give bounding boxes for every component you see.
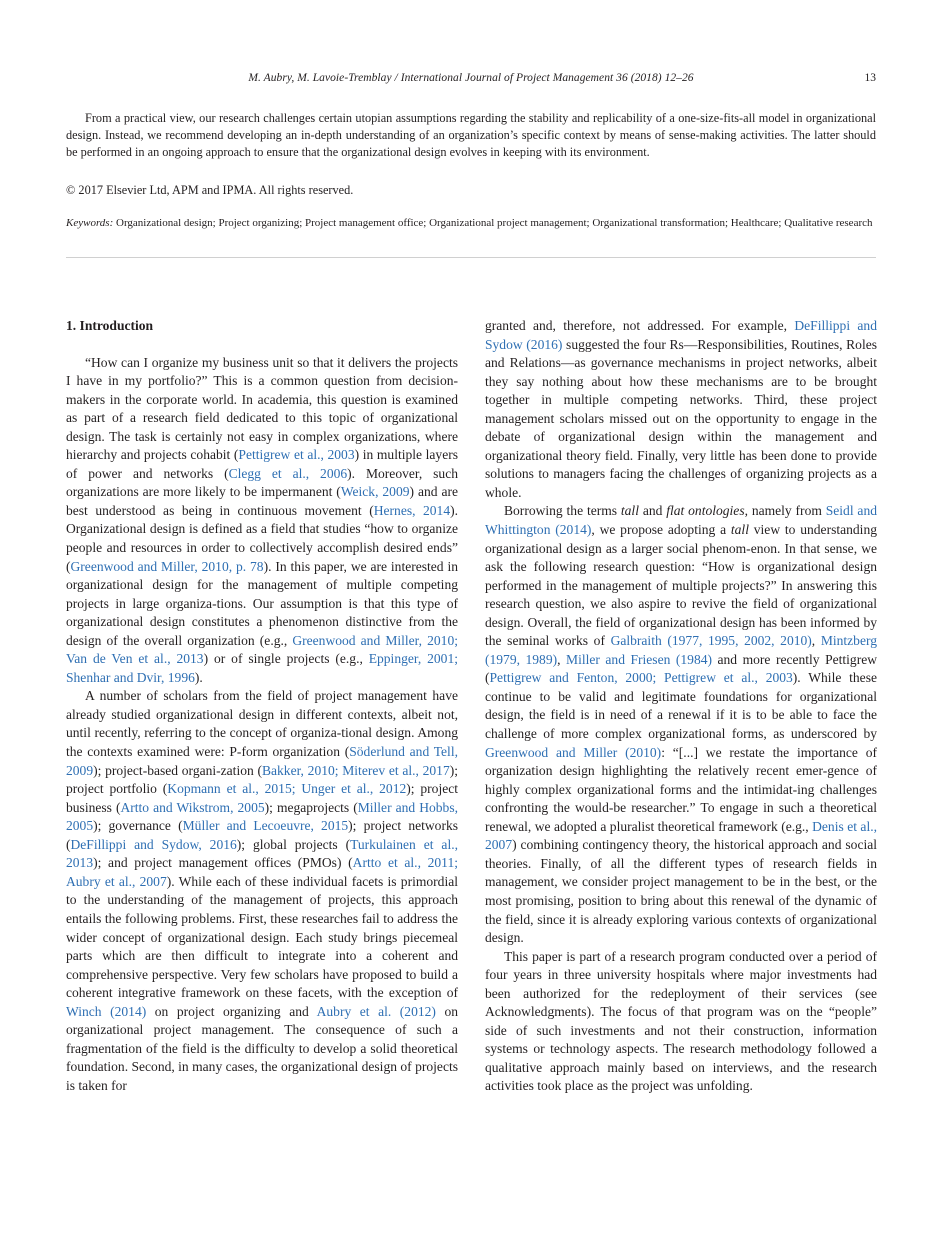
keywords-list: Organizational design; Project organizing; Project management office; Organizational project management; Organizational transformation; Healthcare; Qualitative research [113, 217, 873, 229]
section-divider [66, 257, 876, 258]
paragraph-text: ); project-based organi-zation ( [93, 762, 262, 778]
paragraph-text: ) combining contingency theory, the historical approach and social theories. Finally, of all the different types of research fields in management, we consider project management to be in the best, or the most promising, position to bring about this renewal of the dynamic of the field, since it is already exploring various contexts of organizational design. [485, 837, 877, 946]
paragraph-text: ). [194, 669, 203, 685]
paragraph-text: , namely from [744, 503, 826, 519]
paragraph-text: ). Organizational design is defined as a field that studies “how to organize people and resources in order to collectively accomplish desired ends” ( [66, 502, 459, 574]
paragraph-text: view to understanding organizational design as a larger social phenom-enon. In that sense, we ask the following research question: “How is organizational design performed in the management of multiple projects?” In answering this research question, we also aspire to revive the field of organizational design. Overall, the field of organizational design has been informed by the seminal works of [485, 522, 877, 649]
citation-link[interactable]: Greenwood and Miller, 2010; Van de Ven et al., 2013 [66, 632, 458, 667]
citation-link[interactable]: Eppinger, 2001; Shenhar and Dvir, 1996 [66, 651, 458, 685]
citation-link[interactable]: Greenwood and Miller, 2010, p. 78 [70, 558, 264, 574]
citation-link[interactable]: Pettigrew and Fenton, 2000; Pettigrew et al., 2003 [489, 670, 793, 686]
abstract-paragraph: From a practical view, our research challenges certain utopian assumptions regarding the stability and replicability of a one-size-fits-all model in organizational design. Instead, we recommend developing an in-depth understanding of an organization’s specific context by means of sense-making activities. The latter should be performed in an ongoing approach to ensure that the organizational design evolves in keeping with its environment. [66, 111, 876, 160]
copyright-notice: © 2017 Elsevier Ltd, APM and IPMA. All rights reserved. [66, 183, 354, 197]
citation-link[interactable]: Kopmann et al., 2015; Unger et al., 2012 [167, 781, 407, 797]
paragraph-text: ); global projects ( [236, 836, 351, 852]
paragraph-text: ); project networks ( [66, 818, 459, 852]
citation-link[interactable]: Aubry et al. (2012) [316, 1003, 436, 1019]
citation-link[interactable]: Seidl and Whittington (2014) [485, 503, 877, 538]
paragraph-text: ); and project management offices (PMOs) ( [93, 855, 353, 871]
keywords-block [66, 216, 876, 232]
citation-link[interactable]: Mintzberg (1979, 1989) [485, 633, 877, 667]
paragraph-text: granted and, therefore, not addressed. For example, [485, 318, 795, 333]
right-column [485, 317, 877, 1096]
paragraph-text: Borrowing the terms [504, 503, 621, 519]
keywords-label: Keywords: [66, 217, 114, 229]
paragraph-text: on organizational project management. The consequence of such a fragmentation of the field is the difficulty to develop a solid theoretical foundation. Second, in many cases, the organizational design of projects is taken for [66, 1003, 458, 1093]
citation-link[interactable]: DeFillippi and Sydow, 2016 [70, 836, 237, 852]
paragraph [485, 948, 877, 1096]
paragraph-text: ) and are best understood as being in continuous movement ( [66, 484, 458, 518]
citation-link[interactable]: Bakker, 2010; Miterev et al., 2017 [261, 762, 450, 778]
citation-link[interactable]: Weick, 2009 [340, 484, 410, 500]
citation-link[interactable]: Miller and Hobbs, 2005 [66, 799, 458, 834]
citation-link[interactable]: Galbraith (1977, 1995, 2002, 2010) [610, 633, 812, 649]
citation-link[interactable]: Pettigrew et al., 2003 [238, 447, 355, 463]
citation-link[interactable]: Artto et al., 2011; Aubry et al., 2007 [66, 855, 458, 889]
emphasis-text: tall [620, 503, 639, 519]
paragraph-text: , [811, 633, 821, 649]
paragraph-text: ); project business ( [66, 781, 459, 815]
paragraph-text: and more recently Pettigrew ( [485, 651, 878, 686]
citation-link[interactable]: Clegg et al., 2006 [228, 465, 348, 481]
paragraph [66, 687, 458, 1095]
section-heading: 1. Introduction [66, 318, 154, 333]
paragraph-text: and [638, 503, 667, 519]
running-header [66, 72, 876, 90]
citation-link[interactable]: Denis et al., 2007 [485, 818, 877, 853]
citation-link[interactable]: DeFillippi and Sydow (2016) [485, 318, 877, 352]
paragraph-text: suggested the four Rs—Responsibilities, Routines, Roles and Relations—as governance mechanisms in project networks, albeit they say nothing about how these mechanisms are to be brought together in multiple competing networks. Third, these project management scholars missed out on the opportunity to engage in the debate of organizational design within the management and organizational theory field. Finally, very little has been done to provide solutions to managers facing the challenges of organizing projects as a whole. [485, 336, 878, 500]
citation-link[interactable]: Hernes, 2014 [373, 502, 451, 518]
paragraph-text: ). Moreover, such organizations are more likely to be impermanent ( [66, 465, 458, 500]
paragraph-text: , we propose adopting a [591, 522, 731, 538]
paragraph-text: “How can I organize my business unit so that it delivers the projects I have in my portfolio?” This is a common question from decision-makers in the corporate world. In academia, this question is examined as part of a research field dedicated to this topic of organizational design. The task is certainly not easy in complex organizations, where hierarchy and projects cohabit ( [66, 354, 458, 463]
paragraph-text: : “[...] we restate the importance of organization design highlighting the relatively recent emer-gence of highly complex organizational forms and the intimidat-ing challenges confronting the would-be researcher.” To engage in such a theoretical renewal, we adopted a pluralist theoretical framework (e.g., [485, 744, 877, 834]
paragraph-text: This paper is part of a research program conducted over a period of four years in three university hospitals where major investments had been authorized for the redeployment of their services (see Acknowledgments). The focus of that program was on the “people” side of such investments and not their construction, information systems or technology aspects. The research methodology followed a qualitative approach mainly based on interviews, and the research activities took place as the project was unfolding. [485, 948, 877, 1094]
paragraph-text: ). While these continue to be valid and legitimate foundations for organizational design, the field is in need of a renewal if it is to be able to face the challenge of more complex organizational forms, as underscored by [485, 670, 877, 742]
paragraph-text: ) in multiple layers of power and networks ( [66, 447, 458, 481]
citation-link[interactable]: Turkulainen et al., 2013 [66, 836, 458, 871]
paragraph-text: ); project portfolio ( [66, 762, 458, 797]
emphasis-text: flat ontologies [666, 503, 745, 519]
left-column [66, 317, 458, 1095]
paragraph [66, 354, 458, 688]
paragraph-text: A number of scholars from the field of project management have already studied organizational design in different contexts, albeit not, until recently, referring to the concept of organiza-tional design. Among the contexts examined were: P-form organization ( [66, 688, 458, 760]
citation-link[interactable]: Winch (2014) [66, 1003, 147, 1019]
citation-link[interactable]: Greenwood and Miller (2010) [485, 744, 662, 760]
paragraph-text: , [557, 651, 567, 667]
paragraph [485, 502, 877, 947]
paragraph-text: ). While each of these individual facets is primordial to the understanding of the management of projects, this approach entails the following problems. First, these researches fail to address the wider concept of organizational design. Each study brings piecemeal parts which are then difficult to integrate into a coherent and comprehensive perspective. Very few scholars have proposed to build a coherent integrative framework on these facets, with the exception of [66, 873, 458, 1001]
citation-link[interactable]: Artto and Wikstrom, 2005 [120, 799, 265, 815]
paragraph-text: ). In this paper, we are interested in organizational design for the management of multiple competing projects in large organiza-tions. Our assumption is that this type of organizational design constitutes a phenomenon distinctive from the design of the overall organization (e.g., [66, 558, 458, 648]
emphasis-text: tall [730, 522, 749, 538]
running-title: M. Aubry, M. Lavoie-Tremblay / International Journal of Project Management 36 (2018) 12–26 [248, 72, 694, 84]
paragraph-continued [485, 317, 877, 502]
paragraph-text: ); governance ( [93, 818, 183, 834]
citation-link[interactable]: Müller and Lecoeuvre, 2015 [182, 818, 349, 834]
citation-link[interactable]: Söderlund and Tell, 2009 [66, 744, 458, 778]
paragraph-text: ) or of single projects (e.g., [203, 651, 369, 667]
page-number: 13 [864, 72, 876, 84]
abstract-tail [66, 110, 876, 162]
paragraph-text: ); megaprojects ( [264, 799, 358, 815]
citation-link[interactable]: Miller and Friesen (1984) [566, 651, 712, 667]
paragraph-text: on project organizing and [146, 1003, 317, 1019]
